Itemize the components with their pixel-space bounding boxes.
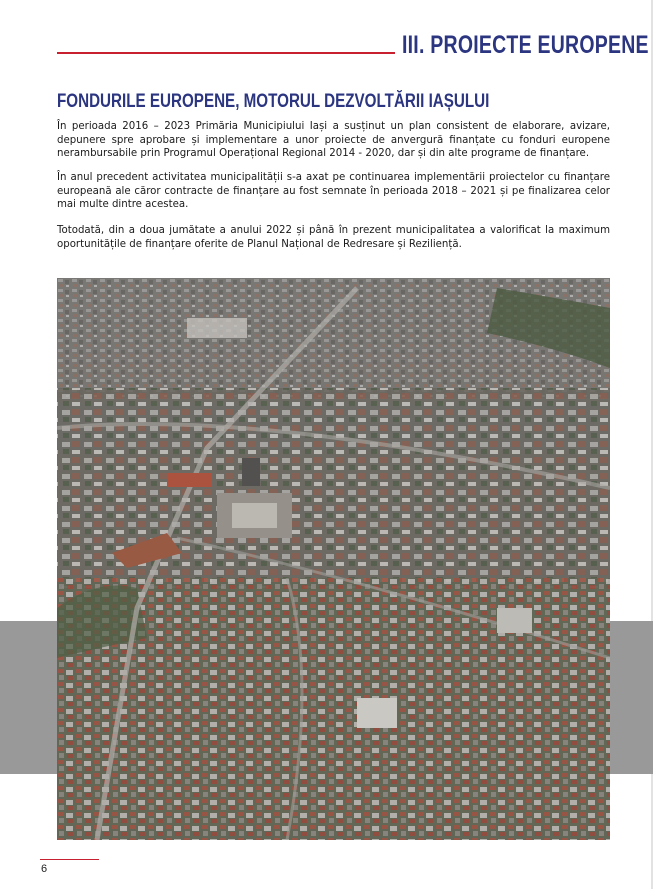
page-number: 6	[41, 863, 48, 875]
footer-rule	[40, 859, 99, 860]
gray-band-right	[610, 621, 653, 774]
paragraph-3: Totodată, din a doua jumătate a anului 2022 și până în prezent municipalitatea a valorificat la maximum oportunitățile de finanțare oferite de Planul Național de Redresare și Reziliență.	[57, 225, 610, 250]
gray-band-left	[0, 621, 57, 774]
paragraph-2: În anul precedent activitatea municipalității s-a axat pe continuarea implementării proiectelor cu finanțare europeană ale căror contracte de finanțare au fost semnate în perioada 2018 – 2021 și pe finalizarea celor mai multe dintre acestea.	[57, 172, 610, 211]
article-title: FONDURILE EUROPENE, MOTORUL DEZVOLTĂRII IAȘULUI	[57, 91, 490, 112]
section-title: III. PROIECTE EUROPENE	[402, 31, 649, 59]
paragraph-1: În perioada 2016 – 2023 Primăria Municipiului Iași a susținut un plan consistent de elaborare, avizare, depunere spre aprobare și implementare a unor proiecte de anvergură finanțate cu fonduri europene nerambursabile prin Programul Operațional Regional 2014 - 2020, dar și din alte programe de finanțare.	[57, 121, 610, 160]
aerial-city-photo	[57, 278, 610, 840]
header-rule	[57, 52, 395, 54]
